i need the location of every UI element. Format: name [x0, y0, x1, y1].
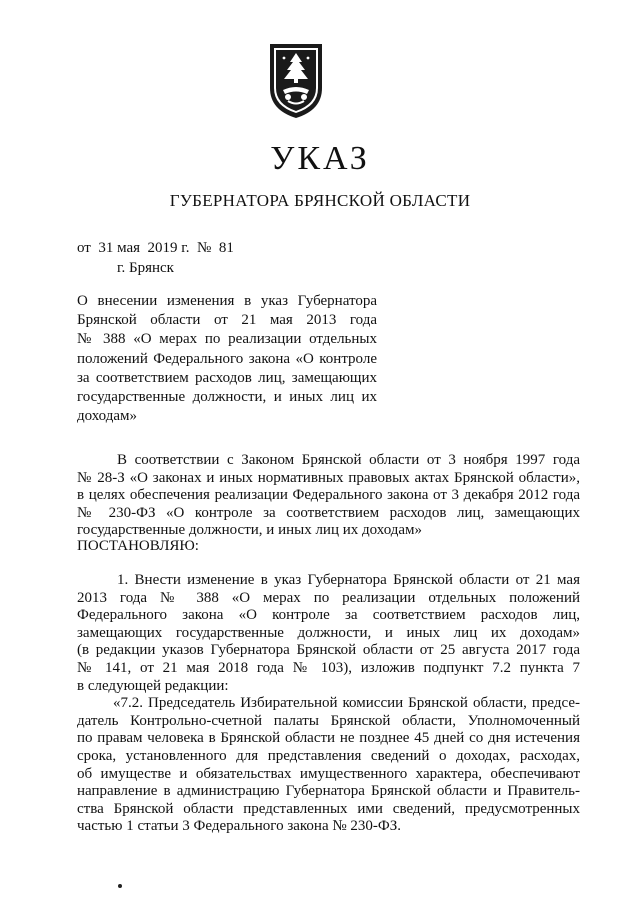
preamble-line: в целях обеспечения реализации Федерального закона от 3 декабря 2012 года: [77, 487, 580, 504]
paragraph-line: № 141, от 21 мая 2018 года № 103), изложив подпункт 7.2 пункта 7: [77, 659, 580, 676]
document-title: УКАЗ: [270, 140, 370, 177]
quote-line: срока, установленного для представления сведений о доходах, расходах,: [77, 747, 580, 764]
preamble-paragraph: [77, 452, 580, 540]
quote-line: по правам человека в Брянской области не позднее 45 дней со дня истечения: [77, 730, 580, 747]
subject-line: Брянской области от 21 мая 2013 года: [77, 312, 377, 329]
quote-line: направление в администрацию Губернатора Брянской области и Правитель-: [77, 783, 580, 800]
preamble-line: государственные должности, и иных лиц их доходам»: [77, 522, 423, 539]
preamble-line: В соответствии с Законом Брянской области от 3 ноября 1997 года: [117, 452, 580, 468]
decree-word: ПОСТАНОВЛЯЮ:: [77, 538, 199, 554]
document-issuer: ГУБЕРНАТОРА БРЯНСКОЙ ОБЛАСТИ: [169, 191, 471, 210]
preamble-line: № 28-З «О законах и иных нормативных правовых актах Брянской области»,: [77, 469, 580, 486]
date-and-number: от 31 мая 2019 г. № 81: [77, 240, 234, 256]
paragraph-line: 1. Внести изменение в указ Губернатора Брянской области от 21 мая: [117, 572, 580, 588]
paragraph-line: замещающих государственные должности, и иных лиц их доходам»: [77, 624, 580, 641]
paragraph-line: (в редакции указов Губернатора Брянской области от 25 августа 2017 года: [77, 642, 580, 659]
quote-line: об имуществе и обязательствах имущественного характера, обеспечивают: [77, 765, 580, 782]
quote-line: «7.2. Председатель Избирательной комиссии Брянской области, предсе-: [113, 695, 580, 712]
subject-line: О внесении изменения в указ Губернатора: [77, 293, 377, 309]
bryansk-coat-of-arms-icon: [266, 40, 326, 120]
subject-line: за соответствием расходов лиц, замещающих: [77, 369, 377, 386]
quote-line: датель Контрольно-счетной палаты Брянской области, Уполномоченный: [77, 712, 580, 729]
quote-line: частью 1 статьи 3 Федерального закона № 230-ФЗ.: [77, 818, 402, 835]
subject-line: положений Федерального закона «О контроле: [77, 350, 377, 367]
paragraph-1: [77, 572, 580, 836]
subject-heading: [77, 292, 377, 426]
subject-line: государственные должности, и иных лиц их: [77, 389, 377, 406]
subject-line: № 388 «О мерах по реализации отдельных: [77, 331, 377, 348]
subject-line: доходам»: [77, 408, 138, 425]
scan-speck: [118, 884, 122, 888]
quote-line: ства Брянской области представленных ими сведений, предусмотренных: [77, 800, 580, 817]
paragraph-line: 2013 года № 388 «О мерах по реализации отдельных положений: [77, 589, 580, 606]
paragraph-line: в следующей редакции:: [77, 677, 229, 694]
city: г. Брянск: [117, 260, 174, 276]
paragraph-line: Федерального закона «О контроле за соответствием расходов лиц,: [77, 607, 580, 624]
preamble-line: № 230-ФЗ «О контроле за соответствием расходов лиц, замещающих: [77, 504, 580, 521]
